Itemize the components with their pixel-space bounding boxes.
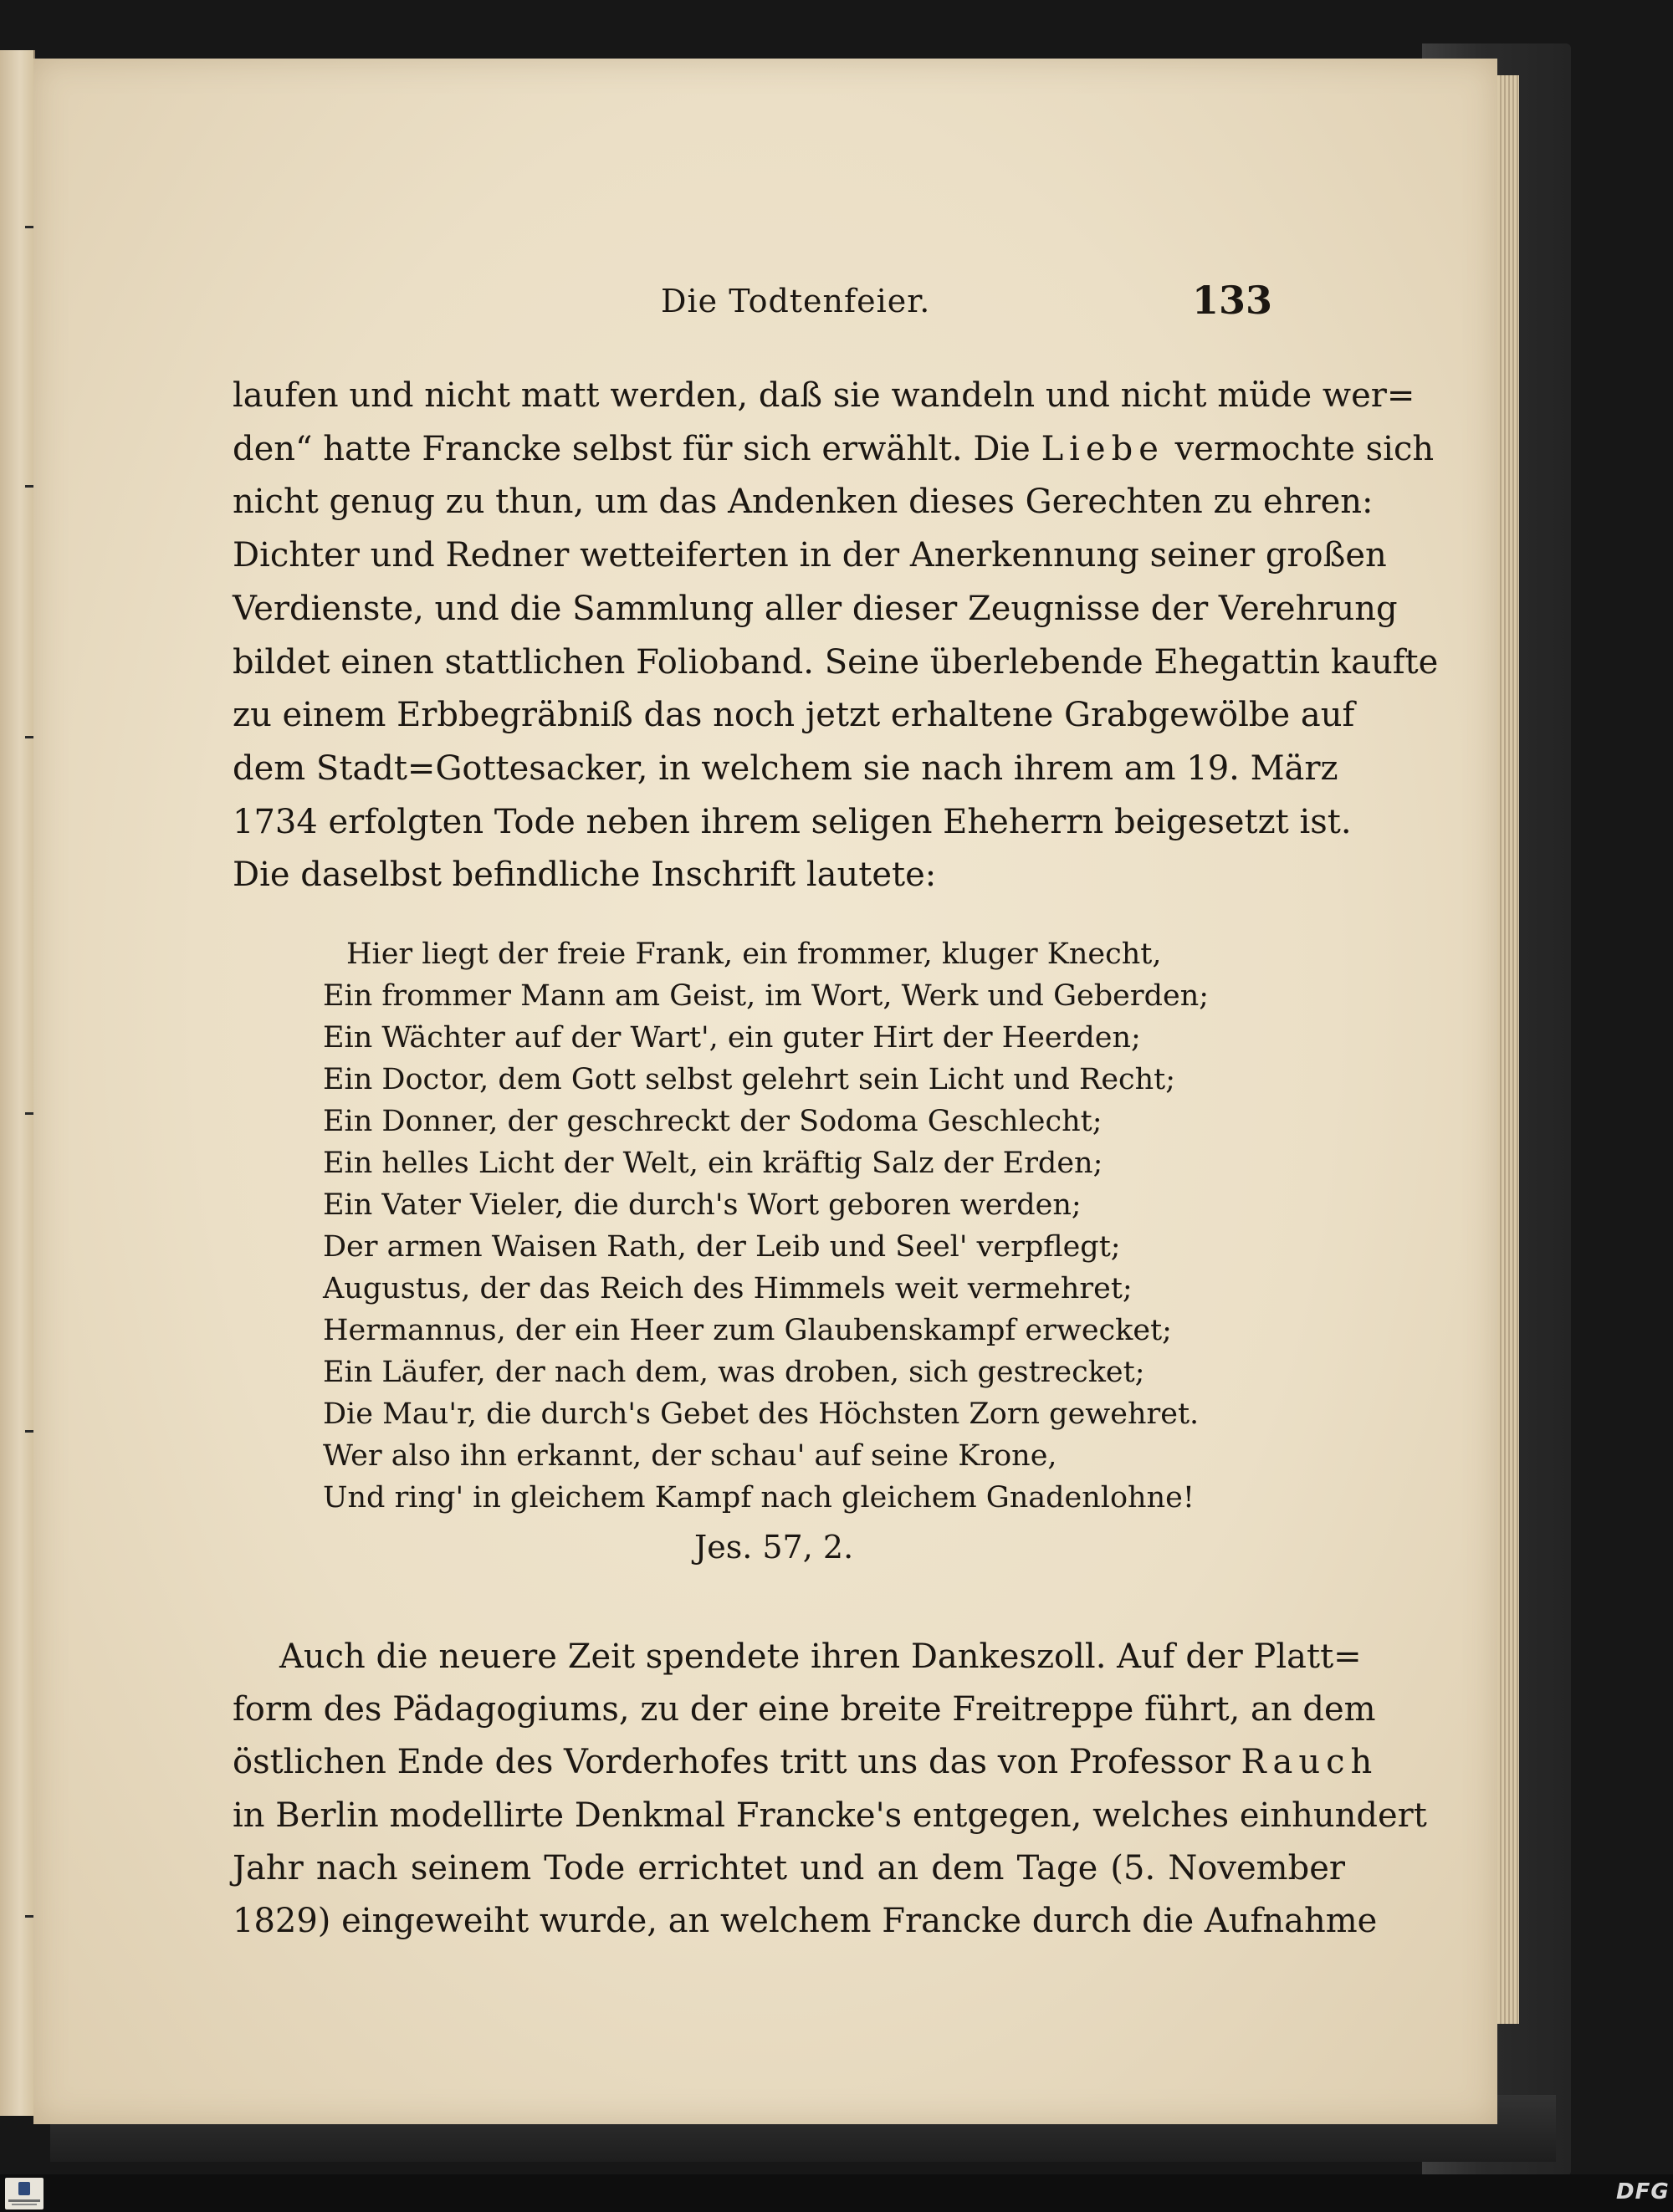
- text-line: bildet einen stattlichen Folioband. Seine überlebende Ehegattin kaufte: [233, 642, 1439, 682]
- text-segment: den“ hatte Francke selbst für sich erwählt. Die: [233, 429, 1031, 468]
- text-line: nicht genug zu thun, um das Andenken dieses Gerechten zu ehren:: [233, 483, 1374, 522]
- text-segment: östlichen Ende des Vorderhofes tritt uns das von Professor: [233, 1743, 1230, 1782]
- poem-verse: Ein frommer Mann am Geist, im Wort, Werk und Geberden;: [323, 979, 1210, 1013]
- paragraph-1: [233, 370, 1439, 902]
- text-line: Die daselbst befindliche Inschrift lautete:: [233, 856, 937, 895]
- dfg-logo: DFG: [1616, 2179, 1670, 2204]
- text-line: form des Pädagogiums, zu der eine breite Freitreppe führt, an dem: [233, 1690, 1376, 1729]
- text-line: zu einem Erbbegräbniß das noch jetzt erhaltene Grabgewölbe auf: [233, 696, 1355, 735]
- text-line: [233, 1736, 1379, 1789]
- poem-verse: Ein Wächter auf der Wart', ein guter Hirt der Heerden;: [323, 1021, 1141, 1055]
- paragraph-2: [233, 1631, 1427, 1948]
- poem-verse: Ein Läufer, der nach dem, was droben, sich gestrecket;: [323, 1356, 1145, 1389]
- poem-verse: Augustus, der das Reich des Himmels weit vermehret;: [323, 1272, 1133, 1305]
- previous-page-edge: [0, 50, 35, 2116]
- text-line: Dichter und Redner wetteiferten in der Anerkennung seiner großen: [233, 536, 1387, 575]
- inscription-poem: [323, 933, 1285, 1519]
- text-line: [233, 423, 1435, 477]
- library-logo-mark: [18, 2182, 30, 2195]
- text-line: 1829) eingeweiht wurde, an welchem Francke durch die Aufnahme: [233, 1902, 1378, 1941]
- poem-verse: Hermannus, der ein Heer zum Glaubenskampf erwecket;: [323, 1314, 1172, 1347]
- poem-verse: Ein Donner, der geschreckt der Sodoma Geschlecht;: [323, 1105, 1103, 1138]
- text-line: Verdienste, und die Sammlung aller dieser Zeugnisse der Verehrung: [233, 589, 1398, 628]
- text-segment: vermochte sich: [1174, 429, 1435, 468]
- running-head: [33, 278, 1497, 328]
- poem-verse: Hier liegt der freie Frank, ein frommer, kluger Knecht,: [346, 937, 1162, 971]
- running-title: Die Todtenfeier.: [661, 283, 931, 319]
- viewer-footer: [0, 2174, 1673, 2212]
- poem-verse: Der armen Waisen Rath, der Leib und Seel' verpflegt;: [323, 1230, 1121, 1264]
- text-line: in Berlin modellirte Denkmal Francke's entgegen, welches einhundert: [233, 1796, 1427, 1835]
- library-logo-strip: [8, 2199, 40, 2202]
- text-line: dem Stadt=Gottesacker, in welchem sie nach ihrem am 19. März: [233, 748, 1338, 788]
- emphasized-word: Rauch: [1241, 1743, 1379, 1782]
- book-page: [33, 59, 1497, 2124]
- poem-verse: Und ring' in gleichem Kampf nach gleichem Gnadenlohne!: [323, 1481, 1195, 1515]
- text-line: 1734 erfolgten Tode neben ihrem seligen Eheherrn beigesetzt ist.: [233, 802, 1352, 841]
- text-line: laufen und nicht matt werden, daß sie wandeln und nicht müde wer=: [233, 376, 1415, 415]
- library-logo: [5, 2178, 43, 2209]
- text-line: Jahr nach seinem Tode errichtet und an dem Tage (5. November: [233, 1848, 1345, 1888]
- page-number: 133: [1192, 278, 1273, 323]
- poem-verse: Wer also ihn erkannt, der schau' auf seine Krone,: [323, 1439, 1057, 1473]
- text-line: Auch die neuere Zeit spendete ihren Dankeszoll. Auf der Platt=: [279, 1637, 1362, 1676]
- scripture-citation: Jes. 57, 2.: [694, 1529, 854, 1566]
- library-logo-strip: [12, 2204, 37, 2205]
- emphasized-word: Liebe: [1041, 429, 1164, 468]
- poem-verse: Ein Vater Vieler, die durch's Wort geboren werden;: [323, 1188, 1082, 1222]
- poem-verse: Ein helles Licht der Welt, ein kräftig Salz der Erden;: [323, 1147, 1103, 1180]
- poem-verse: Ein Doctor, dem Gott selbst gelehrt sein Licht und Recht;: [323, 1063, 1176, 1096]
- poem-verse: Die Mau'r, die durch's Gebet des Höchsten Zorn gewehret.: [323, 1397, 1200, 1431]
